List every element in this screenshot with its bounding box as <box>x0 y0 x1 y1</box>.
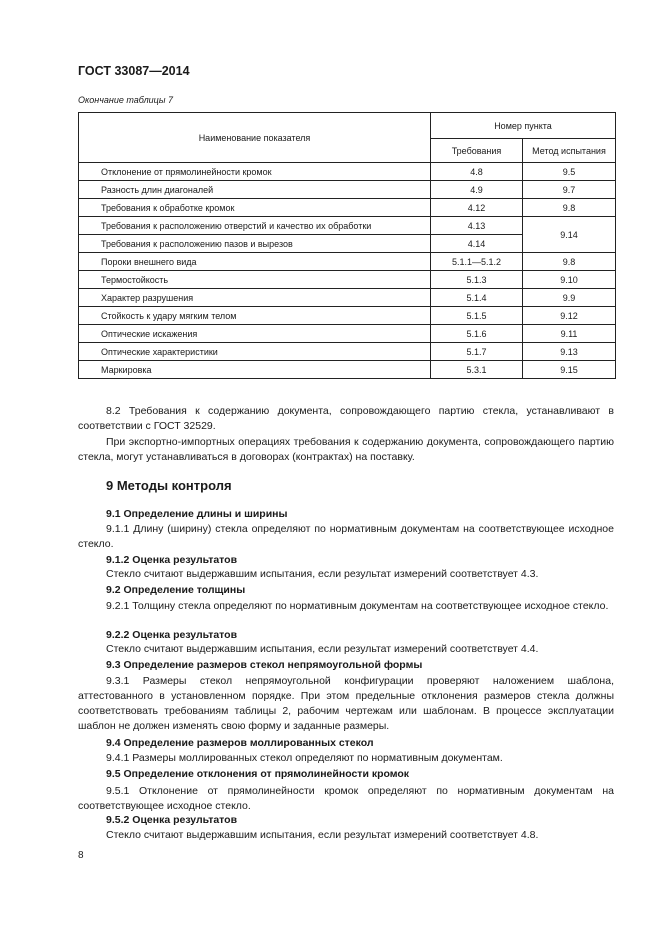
row-requirement: 4.8 <box>431 163 523 181</box>
col-header-method: Метод испытания <box>523 139 616 163</box>
row-name: Требования к расположению отверстий и качество их обработки <box>79 217 431 235</box>
row-requirement: 4.12 <box>431 199 523 217</box>
row-requirement: 4.9 <box>431 181 523 199</box>
table-header-row <box>79 113 616 139</box>
table-row <box>79 199 616 217</box>
paragraph-9-2-1: 9.2.1 Толщину стекла определяют по нормативным документам на соответствующее исходное стекло. <box>106 600 609 612</box>
row-method: 9.13 <box>523 343 616 361</box>
row-name: Разность длин диагоналей <box>79 181 431 199</box>
paragraph-9-5-2: Стекло считают выдержавшим испытания, если результат измерений соответствует 4.8. <box>106 829 539 841</box>
row-requirement: 4.13 <box>431 217 523 235</box>
row-name: Маркировка <box>79 361 431 379</box>
heading-9-1: 9.1 Определение длины и ширины <box>106 508 288 520</box>
paragraph-9-1-1: 9.1.1 Длину (ширину) стекла определяют по нормативным документам на соответствующее исходное стекло. <box>78 523 614 550</box>
heading-9-5-2: 9.5.2 Оценка результатов <box>106 814 238 826</box>
row-name: Стойкость к удару мягким телом <box>79 307 431 325</box>
row-method: 9.15 <box>523 361 616 379</box>
document-id: ГОСТ 33087—2014 <box>78 64 190 78</box>
table-row <box>79 181 616 199</box>
row-method: 9.10 <box>523 271 616 289</box>
section-title-9: 9 Методы контроля <box>106 478 232 493</box>
row-name: Требования к обработке кромок <box>79 199 431 217</box>
table-row <box>79 307 616 325</box>
row-requirement: 5.1.4 <box>431 289 523 307</box>
row-requirement: 5.1.3 <box>431 271 523 289</box>
row-method: 9.11 <box>523 325 616 343</box>
table-caption: Окончание таблицы 7 <box>78 95 173 105</box>
table-row <box>79 217 616 235</box>
paragraph-9-5-1: 9.5.1 Отклонение от прямолинейности кромок определяют по нормативным документам на соответствующее исходное стекло. <box>78 785 614 812</box>
paragraph-9-3-1: 9.3.1 Размеры стекол непрямоугольной конфигурации проверяют наложением шаблона, аттестованного в установленном порядке. При этом предельные отклонения размеров стекла должны соответствовать требованиям таблицы 2, рабочим чертежам или шаблонам. В процессе эксплуатации шаблон не должен изменять свою форму и заданные размеры. <box>78 675 614 732</box>
row-method: 9.8 <box>523 253 616 271</box>
row-method: 9.7 <box>523 181 616 199</box>
table-row <box>79 343 616 361</box>
row-requirement: 4.14 <box>431 235 523 253</box>
indicators-table <box>78 112 616 379</box>
col-header-requirements: Требования <box>431 139 523 163</box>
row-name: Пороки внешнего вида <box>79 253 431 271</box>
table-row <box>79 271 616 289</box>
table-row <box>79 253 616 271</box>
row-method: 9.14 <box>523 217 616 253</box>
row-requirement: 5.1.5 <box>431 307 523 325</box>
row-name: Отклонение от прямолинейности кромок <box>79 163 431 181</box>
page-number: 8 <box>78 850 84 861</box>
paragraph-8-2-export: При экспортно-импортных операциях требования к содержанию документа, сопровождающего партию стекла, могут устанавливаться в договорах (контрактах) на поставку. <box>78 436 614 463</box>
paragraph-9-4-1: 9.4.1 Размеры моллированных стекол определяют по нормативным документам. <box>106 752 503 764</box>
col-header-group: Номер пункта <box>431 113 616 139</box>
table-row <box>79 325 616 343</box>
row-method: 9.5 <box>523 163 616 181</box>
row-requirement: 5.1.1—5.1.2 <box>431 253 523 271</box>
row-requirement: 5.3.1 <box>431 361 523 379</box>
heading-9-2: 9.2 Определение толщины <box>106 584 246 596</box>
heading-9-4: 9.4 Определение размеров моллированных стекол <box>106 737 374 749</box>
table-row <box>79 289 616 307</box>
paragraph-9-2-2: Стекло считают выдержавшим испытания, если результат измерений соответствует 4.4. <box>106 643 539 655</box>
row-name: Термостойкость <box>79 271 431 289</box>
row-requirement: 5.1.7 <box>431 343 523 361</box>
paragraph-9-1-2: Стекло считают выдержавшим испытания, если результат измерений соответствует 4.3. <box>106 568 539 580</box>
row-method: 9.12 <box>523 307 616 325</box>
row-name: Оптические искажения <box>79 325 431 343</box>
heading-9-3: 9.3 Определение размеров стекол непрямоугольной формы <box>106 659 423 671</box>
heading-9-5: 9.5 Определение отклонения от прямолинейности кромок <box>106 768 410 780</box>
table-row <box>79 361 616 379</box>
row-name: Требования к расположению пазов и вырезов <box>79 235 431 253</box>
row-method: 9.9 <box>523 289 616 307</box>
heading-9-1-2: 9.1.2 Оценка результатов <box>106 554 238 566</box>
row-requirement: 5.1.6 <box>431 325 523 343</box>
table-row <box>79 163 616 181</box>
row-method: 9.8 <box>523 199 616 217</box>
col-header-name: Наименование показателя <box>79 113 431 163</box>
heading-9-2-2: 9.2.2 Оценка результатов <box>106 629 238 641</box>
row-name: Характер разрушения <box>79 289 431 307</box>
paragraph-8-2: 8.2 Требования к содержанию документа, сопровождающего партию стекла, устанавливают в соответствии с ГОСТ 32529. <box>78 405 614 432</box>
row-name: Оптические характеристики <box>79 343 431 361</box>
